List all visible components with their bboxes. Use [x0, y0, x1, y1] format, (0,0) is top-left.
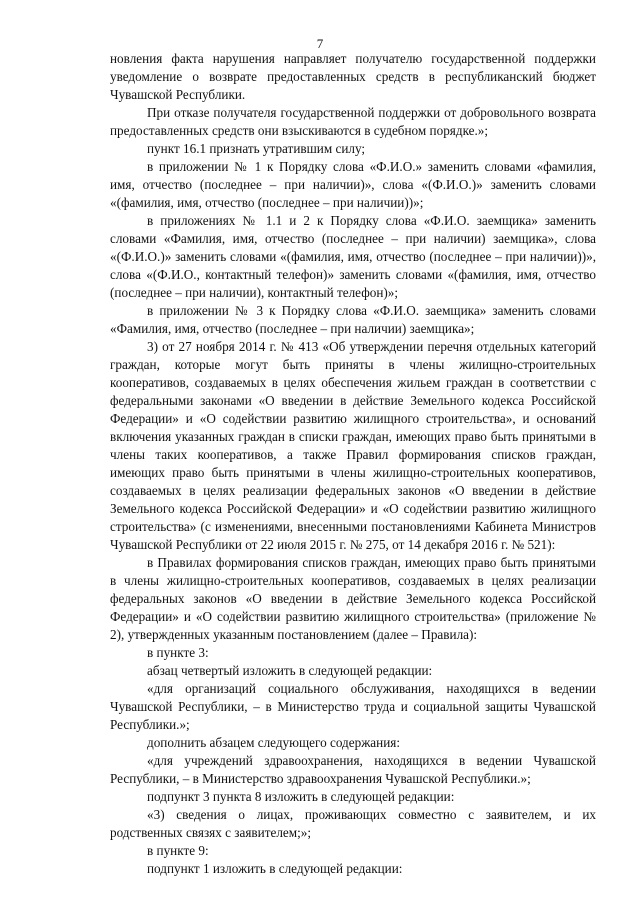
paragraph: «3) сведения о лицах, проживающих совместно с заявителем, и их родственных связях с заявителем;»; [110, 807, 596, 840]
paragraph: абзац четвертый изложить в следующей редакции: [147, 663, 433, 678]
paragraph: При отказе получателя государственной поддержки от добровольного возврата предоставленных средств они взыскиваются в судебном порядке.»; [110, 105, 596, 138]
paragraph: подпункт 1 изложить в следующей редакции: [147, 861, 403, 876]
paragraph: в Правилах формирования списков граждан, имеющих право быть принятыми в члены жилищно-строительных кооперативов, создаваемых в целях реализации федеральных законов «О введении в действие Земельного кодекса Российской Федерации» и «О содействии развитию жилищного строительства» (приложение № 2), утвержденных указанным постановлением (далее – Правила): [110, 555, 596, 642]
paragraph: пункт 16.1 признать утратившим силу; [147, 141, 366, 156]
paragraph: дополнить абзацем следующего содержания: [147, 735, 401, 750]
document-body [110, 50, 596, 878]
paragraph: в приложении № 1 к Порядку слова «Ф.И.О.» заменить словами «фамилия, имя, отчество (последнее – при наличии)», слова «(Ф.И.О.)» заменить словами «(фамилия, имя, отчество (последнее – при наличии))»; [110, 159, 596, 210]
paragraph: в пункте 3: [147, 645, 209, 660]
paragraph: в приложениях № 1.1 и 2 к Порядку слова «Ф.И.О. заемщика» заменить словами «Фамилия, имя, отчество (последнее – при наличии) заемщика», слова «(Ф.И.О.)» заменить словами «(фамилия, имя, отчество (последнее – при наличии))», слова «(Ф.И.О., контактный телефон)» заменить словами «(фамилия, имя, отчество (последнее – при наличии), контактный телефон)»; [110, 213, 596, 300]
paragraph: «для организаций социального обслуживания, находящихся в ведении Чувашской Республики, – в Министерство труда и социальной защиты Чувашской Республики.»; [110, 681, 596, 732]
paragraph: «для учреждений здравоохранения, находящихся в ведении Чувашской Республики, – в Министерство здравоохранения Чувашской Республики.»; [110, 753, 596, 786]
paragraph: в приложении № 3 к Порядку слова «Ф.И.О. заемщика» заменить словами «Фамилия, имя, отчество (последнее – при наличии) заемщика»; [110, 303, 596, 336]
paragraph: 3) от 27 ноября 2014 г. № 413 «Об утверждении перечня отдельных категорий граждан, которые могут быть приняты в члены жилищно-строительных кооперативов, создаваемых в целях обеспечения жильем граждан в соответствии с федеральными законами «О введении в действие Земельного кодекса Российской Федерации» и «О содействии развитию жилищного строительства», и оснований включения указанных граждан в списки граждан, имеющих право быть принятыми в члены таких кооперативов, а также Правил формирования списков граждан, имеющих право быть принятыми в члены жилищно-строительных кооперативов, создаваемых в целях реализации федеральных законов «О введении в действие Земельного кодекса Российской Федерации» и «О содействии развитию жилищного строительства» (с изменениями, внесенными постановлениями Кабинета Министров Чувашской Республики от 22 июля 2015 г. № 275, от 14 декабря 2016 г. № 521): [110, 339, 596, 552]
paragraph: новления факта нарушения направляет получателю государственной поддержки уведомление о возврате предоставленных средств в республиканский бюджет Чувашской Республики. [110, 51, 596, 102]
paragraph: в пункте 9: [147, 843, 209, 858]
paragraph: подпункт 3 пункта 8 изложить в следующей редакции: [147, 789, 455, 804]
page-number: 7 [316, 36, 324, 51]
